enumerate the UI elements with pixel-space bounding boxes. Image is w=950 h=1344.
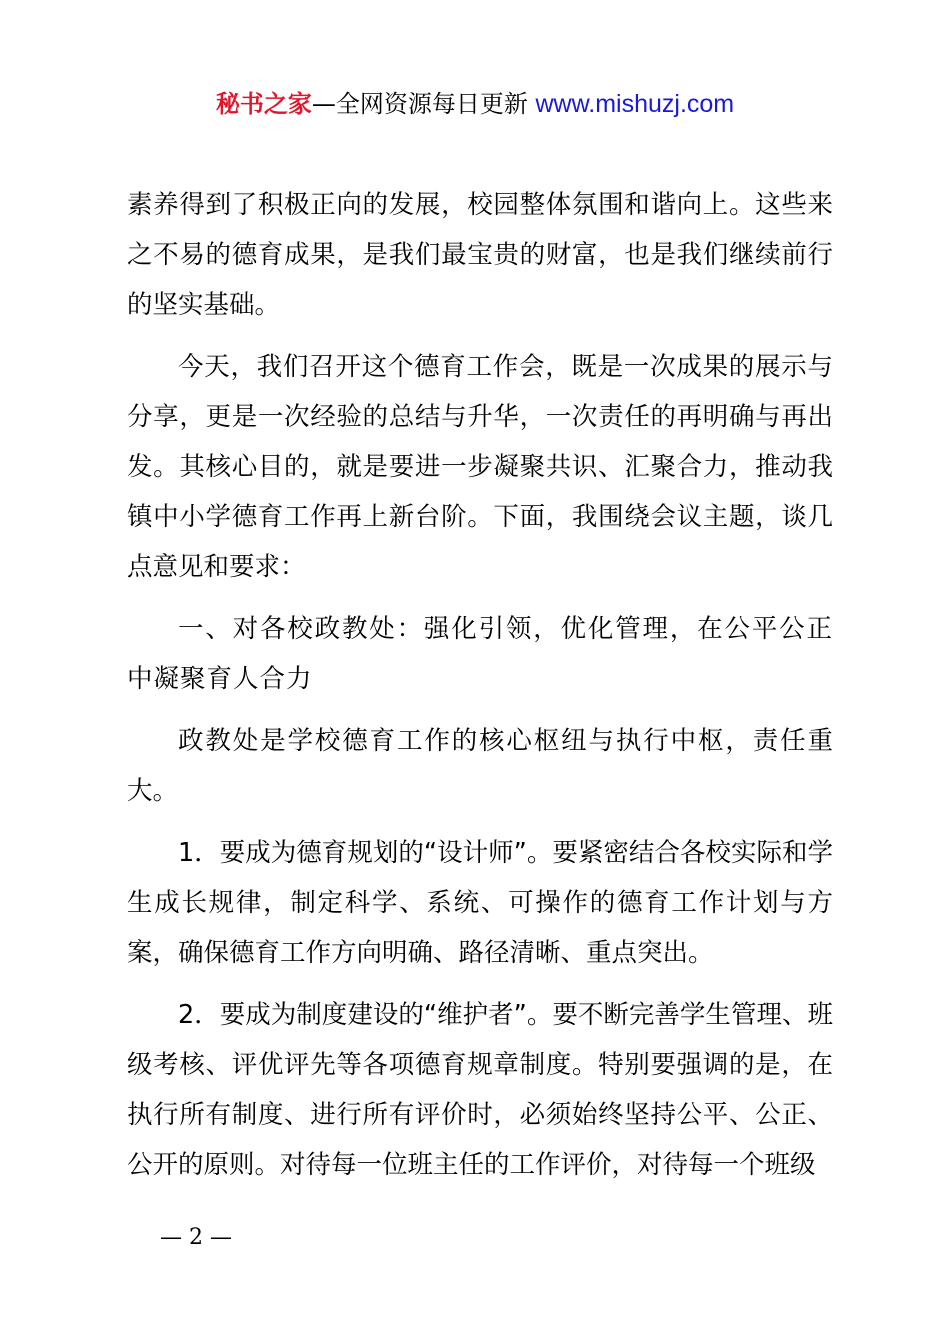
site-url[interactable]: www.mishuzj.com [535, 90, 735, 118]
paragraph-item-2: 2．要成为制度建设的“维护者”。要不断完善学生管理、班级考核、评优评先等各项德育规章制度。特别要强调的是，在执行所有制度、进行所有评价时，必须始终坚持公平、公正、公开的原则。对待每一位班主任的工作评价，对待每一个班级 [127, 1000, 833, 1180]
site-slogan: —全网资源每日更新 [311, 90, 528, 118]
paragraph-section-lead: 政教处是学校德育工作的核心枢纽与执行中枢，责任重大。 [127, 726, 833, 806]
document-body [127, 180, 833, 1202]
site-header [0, 84, 950, 124]
section-heading: 一、对各校政教处：强化引领，优化管理，在公平公正中凝聚育人合力 [127, 614, 833, 694]
paragraph-continued: 素养得到了积极正向的发展，校园整体氛围和谐向上。这些来之不易的德育成果，是我们最宝贵的财富，也是我们继续前行的坚实基础。 [127, 190, 833, 320]
page-number: — 2 — [160, 1225, 232, 1250]
paragraph-item-1: 1．要成为德育规划的“设计师”。要紧密结合各校实际和学生成长规律，制定科学、系统、可操作的德育工作计划与方案，确保德育工作方向明确、路径清晰、重点突出。 [127, 838, 833, 968]
paragraph-intro: 今天，我们召开这个德育工作会，既是一次成果的展示与分享，更是一次经验的总结与升华，一次责任的再明确与再出发。其核心目的，就是要进一步凝聚共识、汇聚合力，推动我镇中小学德育工作再上新台阶。下面，我围绕会议主题，谈几点意见和要求： [127, 352, 833, 582]
brand-name: 秘书之家 [215, 90, 312, 118]
